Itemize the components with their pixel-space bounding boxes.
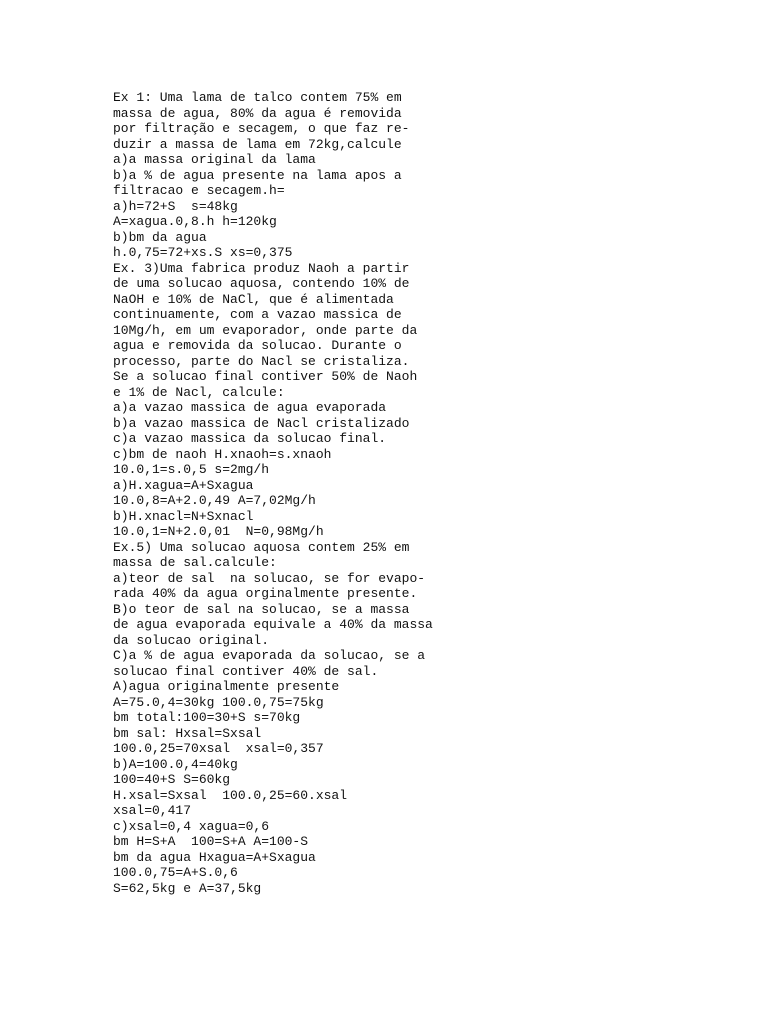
text-line: A)agua originalmente presente xyxy=(113,679,340,694)
text-line: C)a % de agua evaporada da solucao, se a xyxy=(113,648,426,663)
text-line: h.0,75=72+xs.S xs=0,375 xyxy=(113,245,293,260)
text-line: b)bm da agua xyxy=(113,229,207,245)
text-line: 100.0,75=A+S.0,6 xyxy=(113,865,238,880)
text-line: c)bm de naoh H.xnaoh=s.xnaoh xyxy=(113,446,332,462)
text-line: a)teor de sal na solucao, se for evapo- xyxy=(113,570,426,586)
text-line: duzir a massa de lama em 72kg,calcule xyxy=(113,136,402,152)
text-line: massa de sal.calcule: xyxy=(113,555,277,570)
text-line: b)a vazao massica de Nacl cristalizado xyxy=(113,415,410,431)
text-line: c)xsal=0,4 xagua=0,6 xyxy=(113,818,270,834)
text-line: filtracao e secagem.h= xyxy=(113,183,285,198)
text-line: 10.0,8=A+2.0,49 A=7,02Mg/h xyxy=(113,493,316,508)
text-line: H.xsal=Sxsal 100.0,25=60.xsal xyxy=(113,787,348,803)
text-line: a)a massa original da lama xyxy=(113,152,316,167)
text-line: b)a % de agua presente na lama apos a xyxy=(113,167,402,183)
text-line: rada 40% da agua orginalmente presente. xyxy=(113,586,418,601)
text-line: da solucao original. xyxy=(113,632,270,648)
text-line: 10.0,1=s.0,5 s=2mg/h xyxy=(113,462,270,477)
text-line: massa de agua, 80% da agua é removida xyxy=(113,105,402,121)
text-line: por filtração e secagem, o que faz re- xyxy=(113,121,410,136)
text-line: b)H.xnacl=N+Sxnacl xyxy=(113,508,254,524)
text-line: bm H=S+A 100=S+A A=100-S xyxy=(113,834,309,849)
text-line: continuamente, com a vazao massica de xyxy=(113,307,402,322)
text-line: a)a vazao massica de agua evaporada xyxy=(113,400,387,415)
text-line: B)o teor de sal na solucao, se a massa xyxy=(113,601,410,617)
text-line: Se a solucao final contiver 50% de Naoh xyxy=(113,369,418,384)
text-line: c)a vazao massica da solucao final. xyxy=(113,431,387,446)
text-line: 100=40+S S=60kg xyxy=(113,772,231,787)
text-line: processo, parte do Nacl se cristaliza. xyxy=(113,353,410,369)
text-line: Ex.5) Uma solucao aquosa contem 25% em xyxy=(113,539,410,555)
text-line: agua e removida da solucao. Durante o xyxy=(113,338,402,353)
text-line: 100.0,25=70xsal xsal=0,357 xyxy=(113,741,324,756)
text-line: solucao final contiver 40% de sal. xyxy=(113,663,379,679)
text-line: S=62,5kg e A=37,5kg xyxy=(113,880,262,896)
text-line: de agua evaporada equivale a 40% da massa xyxy=(113,617,433,632)
text-line: 10.0,1=N+2.0,01 N=0,98Mg/h xyxy=(113,524,324,539)
text-line: bm total:100=30+S s=70kg xyxy=(113,710,301,725)
text-line: NaOH e 10% de NaCl, que é alimentada xyxy=(113,291,394,307)
text-line: Ex 1: Uma lama de talco contem 75% em xyxy=(113,90,402,105)
text-line: Ex. 3)Uma fabrica produz Naoh a partir xyxy=(113,260,410,276)
text-line: bm sal: Hxsal=Sxsal xyxy=(113,725,262,741)
text-line: xsal=0,417 xyxy=(113,803,192,818)
text-line: e 1% de Nacl, calcule: xyxy=(113,384,285,400)
text-line: A=xagua.0,8.h h=120kg xyxy=(113,214,277,229)
text-line: bm da agua Hxagua=A+Sxagua xyxy=(113,849,316,865)
text-line: A=75.0,4=30kg 100.0,75=75kg xyxy=(113,694,324,710)
text-line: b)A=100.0,4=40kg xyxy=(113,756,238,772)
text-line: a)h=72+S s=48kg xyxy=(113,198,238,214)
text-line: a)H.xagua=A+Sxagua xyxy=(113,477,254,493)
text-line: 10Mg/h, em um evaporador, onde parte da xyxy=(113,322,418,338)
text-line: de uma solucao aquosa, contendo 10% de xyxy=(113,276,410,291)
document-text xyxy=(113,90,733,896)
